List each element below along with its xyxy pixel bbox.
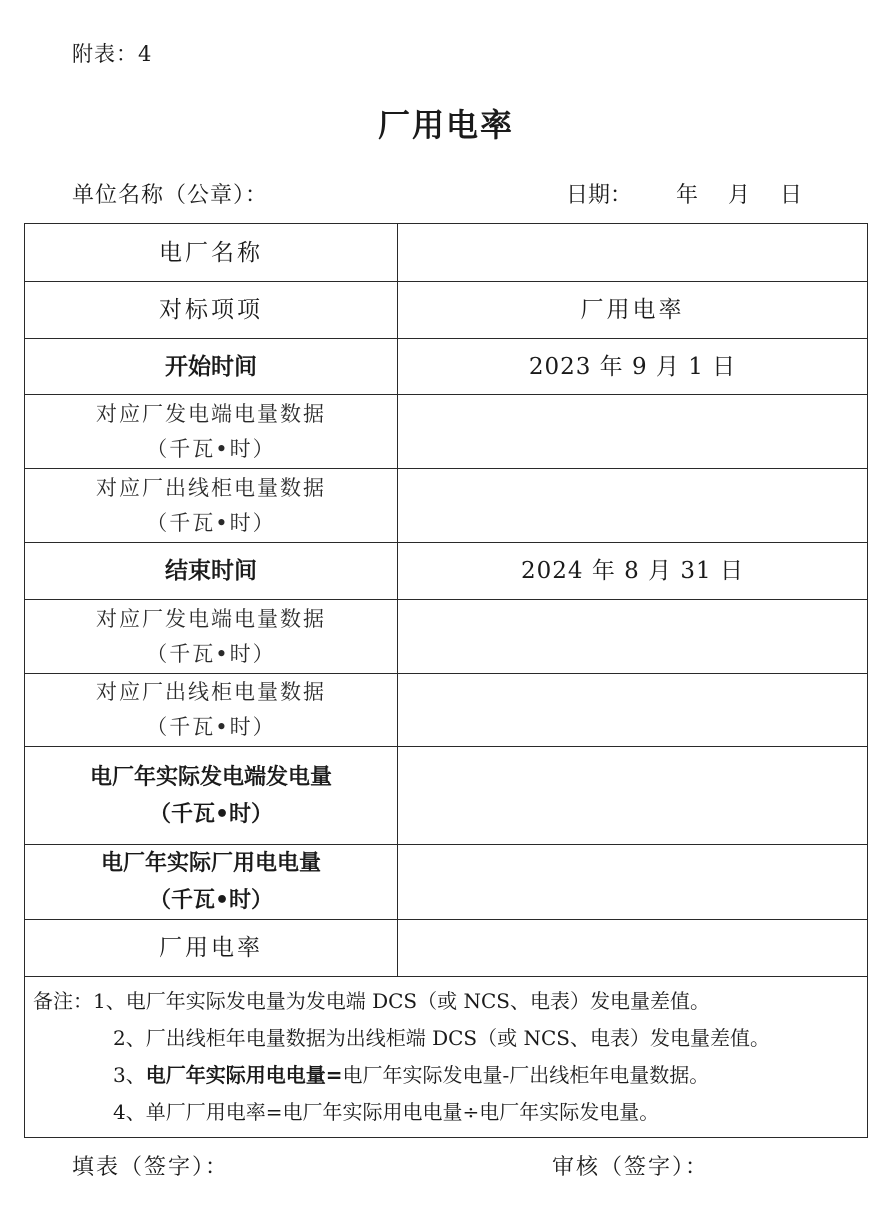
table-row-start-gen <box>25 395 868 469</box>
rate-value[interactable] <box>398 920 868 977</box>
annual-use-label-line1: 电厂年实际厂用电电量 <box>100 851 321 876</box>
note-3 <box>33 1057 867 1094</box>
note-2: 2、厂出线柜年电量数据为出线柜端 DCS（或 NCS、电表）发电量差值。 <box>113 1026 770 1050</box>
page-title: 厂用电率 <box>377 106 514 144</box>
table-row-rate <box>25 920 868 977</box>
plant-name-value[interactable] <box>398 224 868 282</box>
end-out-value[interactable] <box>398 674 868 747</box>
notes-prefix: 备注： <box>33 989 93 1013</box>
table-row-start-out <box>25 469 868 543</box>
note-3-bold: 电厂年实际用电电量= <box>145 1063 343 1087</box>
start-out-label <box>25 469 398 543</box>
start-gen-label <box>25 395 398 469</box>
date-line <box>566 178 802 209</box>
table-row-benchmark <box>25 282 868 339</box>
plant-name-label: 电厂名称 <box>25 224 398 282</box>
unit-name-label: 单位名称（公章）： <box>72 183 269 208</box>
table-row-end-out <box>25 674 868 747</box>
rate-label: 厂用电率 <box>25 920 398 977</box>
annual-gen-value[interactable] <box>398 747 868 845</box>
note-1 <box>33 983 867 1020</box>
start-out-value[interactable] <box>398 469 868 543</box>
benchmark-label: 对标项项 <box>25 282 398 339</box>
date-month-label: 月 <box>728 183 751 208</box>
end-gen-label-line1: 对应厂发电端电量数据 <box>96 606 326 631</box>
date-day-label: 日 <box>780 183 803 208</box>
start-gen-label-line1: 对应厂发电端电量数据 <box>96 401 326 426</box>
reviewer-signature-label: 审核（签字）： <box>552 1155 710 1180</box>
attachment-label: 附表：4 <box>72 42 153 66</box>
table-row-end-time <box>25 543 868 600</box>
filler-signature-label: 填表（签字）： <box>72 1155 230 1180</box>
end-out-label-line1: 对应厂出线柜电量数据 <box>96 680 326 704</box>
end-out-label <box>25 674 398 747</box>
table-row-start-time <box>25 339 868 395</box>
start-gen-value[interactable] <box>398 395 868 469</box>
start-time-label: 开始时间 <box>25 339 398 395</box>
power-rate-table <box>24 223 868 1138</box>
end-time-value: 2024 年 8 月 31 日 <box>398 543 868 600</box>
table-row-plant-name <box>25 224 868 282</box>
table-row-annual-gen <box>25 747 868 845</box>
end-gen-value[interactable] <box>398 600 868 674</box>
note-4: 4、单厂厂用电率=电厂年实际用电电量÷电厂年实际发电量。 <box>113 1100 660 1124</box>
note-1-text: 1、电厂年实际发电量为发电端 DCS（或 NCS、电表）发电量差值。 <box>93 989 710 1013</box>
end-out-label-line2: （千瓦•时） <box>146 715 276 739</box>
start-out-label-line1: 对应厂出线柜电量数据 <box>96 475 326 500</box>
start-out-label-line2: （千瓦•时） <box>146 510 276 535</box>
annual-use-label <box>25 845 398 920</box>
annual-gen-label-line1: 电厂年实际发电端发电量 <box>89 764 332 790</box>
annual-use-label-line2: （千瓦•时） <box>148 888 274 913</box>
date-label: 日期： <box>566 183 633 208</box>
note-3-rest: 电厂年实际发电量-厂出线柜年电量数据。 <box>342 1063 710 1087</box>
note-3-prefix: 3、 <box>113 1063 146 1087</box>
start-gen-label-line2: （千瓦•时） <box>146 436 276 461</box>
annual-gen-label-line2: （千瓦•时） <box>148 801 274 827</box>
end-gen-label-line2: （千瓦•时） <box>146 641 276 666</box>
date-year-label: 年 <box>676 183 699 208</box>
annual-gen-label <box>25 747 398 845</box>
end-gen-label <box>25 600 398 674</box>
annual-use-value[interactable] <box>398 845 868 920</box>
table-row-annual-use <box>25 845 868 920</box>
table-row-end-gen <box>25 600 868 674</box>
table-row-notes <box>25 977 868 1138</box>
end-time-label: 结束时间 <box>25 543 398 600</box>
notes-cell <box>25 977 868 1138</box>
benchmark-value: 厂用电率 <box>398 282 868 339</box>
start-time-value: 2023 年 9 月 1 日 <box>398 339 868 395</box>
